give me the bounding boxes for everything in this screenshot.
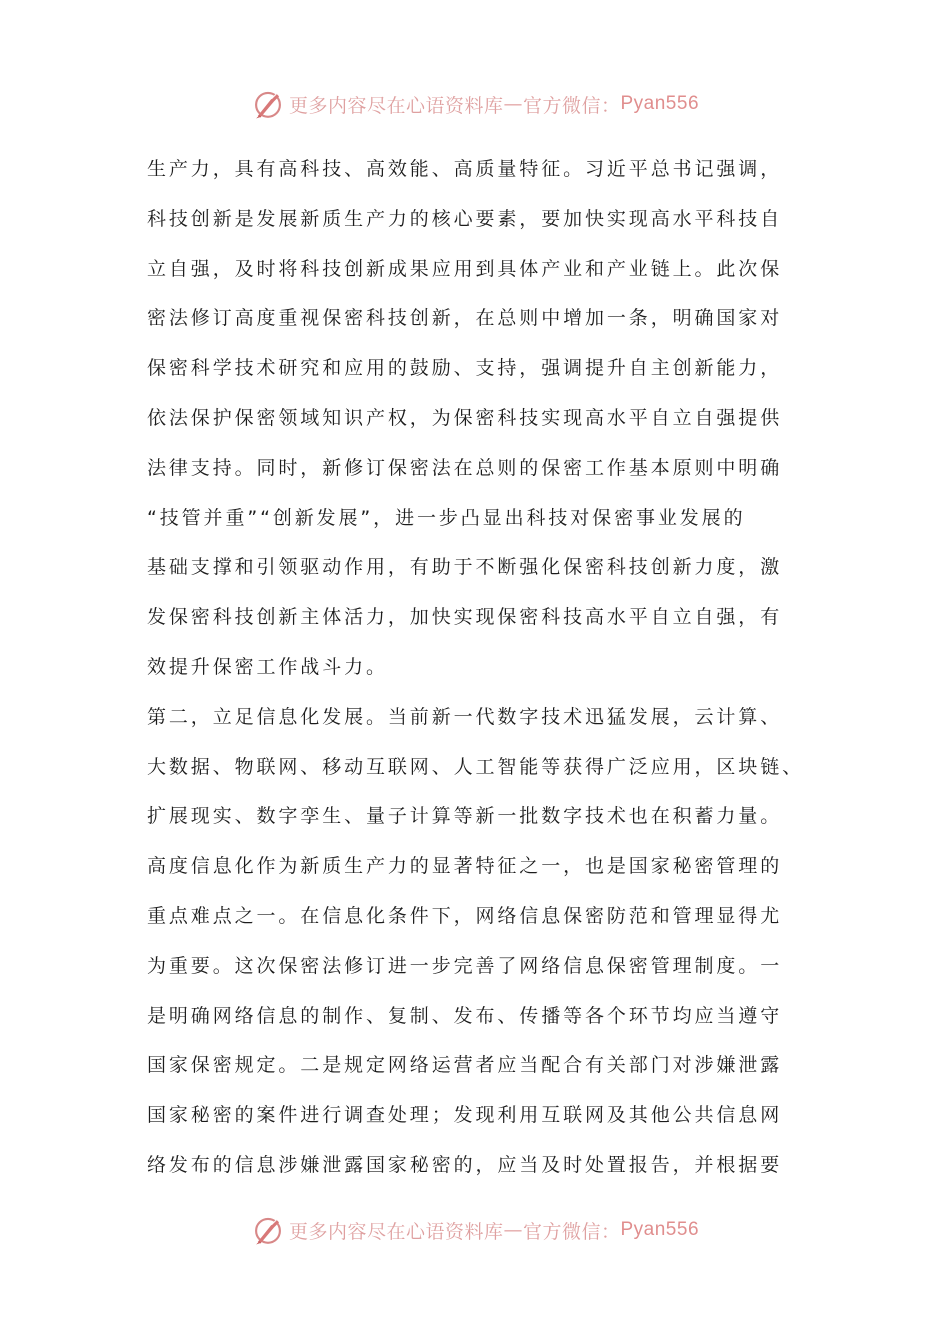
body-line: “技管并重”“创新发展”，进一步凸显出科技对保密事业发展的 — [147, 506, 746, 529]
watermark-wechat-label: 官方微信： — [522, 1220, 621, 1243]
body-line: 大数据、物联网、移动互联网、人工智能等获得广泛应用，区块链、 — [147, 755, 805, 778]
body-line: 络发布的信息涉嫌泄露国家秘密的，应当及时处置报告，并根据要 — [147, 1153, 783, 1176]
watermark-wechat-label: 官方微信： — [522, 94, 621, 117]
header-watermark — [0, 84, 950, 124]
watermark-separator: — — [503, 1219, 523, 1241]
body-line: 密法修订高度重视保密科技创新，在总则中增加一条，明确国家对 — [147, 307, 783, 330]
body-line: 扩展现实、数字孪生、量子计算等新一批数字技术也在积蓄力量。 — [147, 805, 783, 828]
body-line: 保密科学技术研究和应用的鼓励、支持，强调提升自主创新能力， — [147, 357, 783, 380]
pen-nib-logo-icon — [251, 87, 285, 121]
body-line: 是明确网络信息的制作、复制、发布、传播等各个环节均应当遵守 — [147, 1004, 783, 1027]
body-line: 立自强，及时将科技创新成果应用到具体产业和产业链上。此次保 — [147, 257, 783, 280]
footer-watermark — [0, 1210, 950, 1250]
pen-nib-logo-icon — [251, 1213, 285, 1247]
body-line: 高度信息化作为新质生产力的显著特征之一，也是国家秘密管理的 — [147, 855, 783, 878]
body-line: 生产力，具有高科技、高效能、高质量特征。习近平总书记强调， — [147, 158, 783, 180]
body-line: 效提升保密工作战斗力。 — [147, 655, 388, 678]
body-line: 为重要。这次保密法修订进一步完善了网络信息保密管理制度。一 — [147, 954, 783, 977]
body-line: 依法保护保密领域知识产权，为保密科技实现高水平自立自强提供 — [147, 406, 783, 429]
watermark-separator: — — [503, 93, 523, 115]
body-line: 发保密科技创新主体活力，加快实现保密科技高水平自立自强，有 — [147, 606, 783, 629]
body-line: 法律支持。同时，新修订保密法在总则的保密工作基本原则中明确 — [147, 456, 783, 479]
body-line: 基础支撑和引领驱动作用，有助于不断强化保密科技创新力度，激 — [147, 556, 783, 579]
watermark-handle: Pyan556 — [620, 93, 700, 114]
watermark-handle: Pyan556 — [620, 1219, 700, 1240]
body-line: 重点难点之一。在信息化条件下，网络信息保密防范和管理显得尤 — [147, 904, 783, 927]
document-body — [147, 145, 817, 1191]
body-line: 科技创新是发展新质生产力的核心要素，要加快实现高水平科技自 — [147, 207, 783, 230]
watermark-main-text: 更多内容尽在心语资料库 — [288, 1220, 504, 1243]
body-line: 国家秘密的案件进行调查处理；发现利用互联网及其他公共信息网 — [147, 1104, 783, 1127]
body-line: 第二，立足信息化发展。当前新一代数字技术迅猛发展，云计算、 — [147, 705, 783, 728]
watermark-main-text: 更多内容尽在心语资料库 — [288, 94, 504, 117]
body-line: 国家保密规定。二是规定网络运营者应当配合有关部门对涉嫌泄露 — [147, 1054, 783, 1077]
